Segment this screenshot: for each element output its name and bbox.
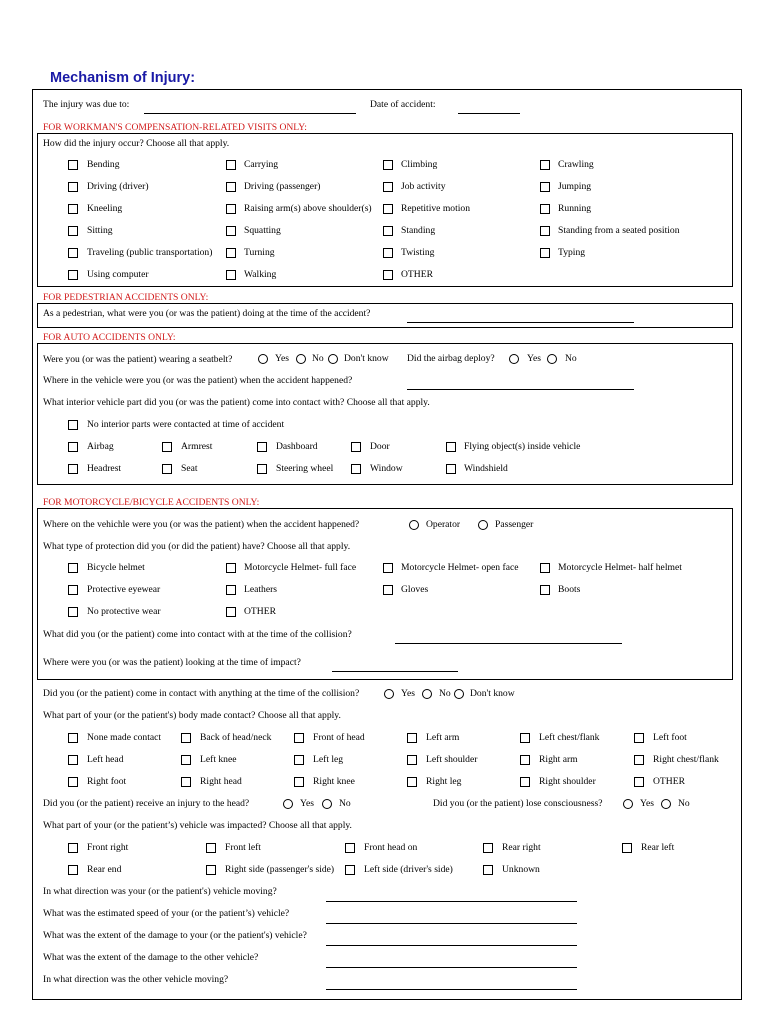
moto-heading: FOR MOTORCYCLE/BICYCLE ACCIDENTS ONLY:: [43, 497, 260, 508]
checkbox-label: Door: [370, 441, 390, 452]
radio-label: No: [312, 353, 324, 364]
other-direction-question: In what direction was the other vehicle moving?: [43, 974, 229, 985]
checkbox-label: Headrest: [87, 463, 122, 474]
checkbox-boots[interactable]: [540, 585, 550, 595]
checkbox-label: Using computer: [87, 269, 149, 280]
speed-question: What was the estimated speed of your (or the patient’s) vehicle?: [43, 908, 290, 919]
checkbox-left-chest[interactable]: [520, 733, 530, 743]
checkbox-label: Seat: [181, 463, 198, 474]
checkbox-label: Windshield: [464, 463, 508, 474]
checkbox-driving-driver[interactable]: [68, 182, 78, 192]
checkbox-traveling[interactable]: [68, 248, 78, 258]
direction-question: In what direction was your (or the patient's) vehicle moving?: [43, 886, 277, 897]
radio-label: Yes: [401, 688, 415, 699]
checkbox-left-shoulder[interactable]: [407, 755, 417, 765]
checkbox-left-side[interactable]: [345, 865, 355, 875]
checkbox-label: Climbing: [401, 159, 438, 170]
checkbox-front-right[interactable]: [68, 843, 78, 853]
checkbox-label: Kneeling: [87, 203, 123, 214]
checkbox-right-foot[interactable]: [68, 777, 78, 787]
checkbox-label: Driving (driver): [87, 181, 149, 192]
checkbox-label: Standing: [401, 225, 436, 236]
checkbox-label: Left chest/flank: [539, 732, 600, 743]
checkbox-protective-eyewear[interactable]: [68, 585, 78, 595]
pedestrian-answer-field[interactable]: [407, 322, 634, 323]
checkbox-label: Twisting: [401, 247, 435, 258]
injury-due-label: The injury was due to:: [43, 99, 130, 110]
checkbox-no-protective-wear[interactable]: [68, 607, 78, 617]
checkbox-kneeling[interactable]: [68, 204, 78, 214]
checkbox-label: Right shoulder: [539, 776, 596, 787]
checkbox-right-knee[interactable]: [294, 777, 304, 787]
checkbox-protection-other[interactable]: [226, 607, 236, 617]
speed-field[interactable]: [326, 923, 577, 924]
protection-question: What type of protection did you (or did the patient) have? Choose all that apply.: [43, 541, 351, 552]
checkbox-sitting[interactable]: [68, 226, 78, 236]
checkbox-label: Raising arm(s) above shoulder(s): [244, 203, 372, 214]
checkbox-label: Dashboard: [276, 441, 318, 452]
looking-question: Where were you (or was the patient) looking at the time of impact?: [43, 657, 301, 668]
checkbox-label: No protective wear: [87, 606, 161, 617]
checkbox-back-of-head[interactable]: [181, 733, 191, 743]
checkbox-label: Squatting: [244, 225, 281, 236]
radio-label: Don't know: [344, 353, 389, 364]
collision-contact-question: What did you (or the patient) come into contact with at the time of the collision?: [43, 629, 352, 640]
pedestrian-question: As a pedestrian, what were you (or was the patient) doing at the time of the accident?: [43, 308, 371, 319]
radio-label: Yes: [640, 798, 654, 809]
checkbox-typing[interactable]: [540, 248, 550, 258]
checkbox-front-head-on[interactable]: [345, 843, 355, 853]
head-injury-question: Did you (or the patient) receive an injury to the head?: [43, 798, 250, 809]
checkbox-label: Front right: [87, 842, 129, 853]
checkbox-label: Back of head/neck: [200, 732, 272, 743]
checkbox-bicycle-helmet[interactable]: [68, 563, 78, 573]
radio-label: Passenger: [495, 519, 534, 530]
seatbelt-yes-radio[interactable]: [258, 354, 268, 364]
checkbox-label: OTHER: [244, 606, 276, 617]
checkbox-right-arm[interactable]: [520, 755, 530, 765]
checkbox-left-arm[interactable]: [407, 733, 417, 743]
radio-label: Operator: [426, 519, 461, 530]
radio-label: Yes: [300, 798, 314, 809]
checkbox-label: Front head on: [364, 842, 418, 853]
checkbox-gloves[interactable]: [383, 585, 393, 595]
interior-question: What interior vehicle part did you (or was the patient) come into contact with? Choose all that apply.: [43, 397, 430, 408]
checkbox-label: OTHER: [401, 269, 433, 280]
checkbox-label: Crawling: [558, 159, 594, 170]
seatbelt-no-radio[interactable]: [296, 354, 306, 364]
checkbox-label: Window: [370, 463, 403, 474]
checkbox-label: Rear right: [502, 842, 541, 853]
checkbox-label: Driving (passenger): [244, 181, 321, 192]
checkbox-standing-from-seated[interactable]: [540, 226, 550, 236]
checkbox-airbag[interactable]: [68, 442, 78, 452]
checkbox-standing[interactable]: [383, 226, 393, 236]
checkbox-helmet-open-face[interactable]: [383, 563, 393, 573]
checkbox-armrest[interactable]: [162, 442, 172, 452]
checkbox-label: Bending: [87, 159, 120, 170]
checkbox-turning[interactable]: [226, 248, 236, 258]
checkbox-label: Left shoulder: [426, 754, 478, 765]
checkbox-helmet-half[interactable]: [540, 563, 550, 573]
checkbox-label: Left knee: [200, 754, 237, 765]
checkbox-label: Right side (passenger's side): [225, 864, 335, 875]
checkbox-climbing[interactable]: [383, 160, 393, 170]
checkbox-dashboard[interactable]: [257, 442, 267, 452]
checkbox-headrest[interactable]: [68, 464, 78, 474]
radio-label: Don't know: [470, 688, 515, 699]
vehicle-impact-question: What part of your (or the patient’s) vehicle was impacted? Choose all that apply.: [43, 820, 352, 831]
contact-no-radio[interactable]: [422, 689, 432, 699]
checkbox-label: Boots: [558, 584, 581, 595]
checkbox-front-of-head[interactable]: [294, 733, 304, 743]
checkbox-using-computer[interactable]: [68, 270, 78, 280]
checkbox-label: Left foot: [653, 732, 687, 743]
checkbox-label: Motorcycle Helmet- open face: [401, 562, 519, 573]
workmans-heading: FOR WORKMAN'S COMPENSATION-RELATED VISITS ONLY:: [43, 122, 307, 133]
pedestrian-heading: FOR PEDESTRIAN ACCIDENTS ONLY:: [43, 292, 209, 303]
damage-field[interactable]: [326, 945, 577, 946]
checkbox-rear-end[interactable]: [68, 865, 78, 875]
radio-label: No: [439, 688, 451, 699]
checkbox-label: Jumping: [558, 181, 592, 192]
body-question: What part of your (or the patient's) body made contact? Choose all that apply.: [43, 710, 341, 721]
checkbox-job-activity[interactable]: [383, 182, 393, 192]
checkbox-right-leg[interactable]: [407, 777, 417, 787]
checkbox-label: Gloves: [401, 584, 429, 595]
checkbox-squatting[interactable]: [226, 226, 236, 236]
checkbox-label: Left side (driver's side): [364, 864, 453, 875]
checkbox-label: Walking: [244, 269, 277, 280]
checkbox-label: Carrying: [244, 159, 279, 170]
checkbox-seat[interactable]: [162, 464, 172, 474]
checkbox-door[interactable]: [351, 442, 361, 452]
date-label: Date of accident:: [370, 99, 436, 110]
checkbox-left-head[interactable]: [68, 755, 78, 765]
checkbox-left-knee[interactable]: [181, 755, 191, 765]
workmans-question: How did the injury occur? Choose all that apply.: [43, 138, 230, 149]
checkbox-walking[interactable]: [226, 270, 236, 280]
checkbox-left-leg[interactable]: [294, 755, 304, 765]
radio-label: No: [565, 353, 577, 364]
airbag-question: Did the airbag deploy?: [407, 353, 495, 364]
radio-label: Yes: [275, 353, 289, 364]
looking-field[interactable]: [332, 671, 458, 672]
checkbox-label: Rear end: [87, 864, 122, 875]
checkbox-label: Front left: [225, 842, 261, 853]
checkbox-label: Right head: [200, 776, 242, 787]
checkbox-other[interactable]: [383, 270, 393, 280]
checkbox-bending[interactable]: [68, 160, 78, 170]
consciousness-question: Did you (or the patient) lose consciousness?: [433, 798, 603, 809]
seatbelt-dont-know-radio[interactable]: [328, 354, 338, 364]
collision-contact-field[interactable]: [395, 643, 622, 644]
checkbox-label: Left leg: [313, 754, 344, 765]
radio-label: Yes: [527, 353, 541, 364]
checkbox-twisting[interactable]: [383, 248, 393, 258]
radio-label: No: [339, 798, 351, 809]
head-injury-no-radio[interactable]: [322, 799, 332, 809]
checkbox-label: Job activity: [401, 181, 446, 192]
checkbox-steering-wheel[interactable]: [257, 464, 267, 474]
checkbox-label: Repetitive motion: [401, 203, 471, 214]
consciousness-no-radio[interactable]: [661, 799, 671, 809]
checkbox-helmet-full-face[interactable]: [226, 563, 236, 573]
checkbox-rear-right[interactable]: [483, 843, 493, 853]
checkbox-label: Unknown: [502, 864, 540, 875]
checkbox-crawling[interactable]: [540, 160, 550, 170]
vehicle-location-question: Where in the vehicle were you (or was the patient) when the accident happened?: [43, 375, 353, 386]
checkbox-label: Traveling (public transportation): [87, 247, 213, 258]
checkbox-label: Right arm: [539, 754, 578, 765]
head-injury-yes-radio[interactable]: [283, 799, 293, 809]
contact-question: Did you (or the patient) come in contact with anything at the time of the collision?: [43, 688, 360, 699]
direction-field[interactable]: [326, 901, 577, 902]
checkbox-label: Right knee: [313, 776, 355, 787]
date-field[interactable]: [458, 113, 520, 114]
auto-heading: FOR AUTO ACCIDENTS ONLY:: [43, 332, 176, 343]
checkbox-running[interactable]: [540, 204, 550, 214]
checkbox-front-left[interactable]: [206, 843, 216, 853]
checkbox-label: No interior parts were contacted at time of accident: [87, 419, 285, 430]
passenger-radio[interactable]: [478, 520, 488, 530]
other-direction-field[interactable]: [326, 989, 577, 990]
checkbox-carrying[interactable]: [226, 160, 236, 170]
checkbox-left-foot[interactable]: [634, 733, 644, 743]
checkbox-label: Right foot: [87, 776, 127, 787]
checkbox-unknown[interactable]: [483, 865, 493, 875]
checkbox-body-other[interactable]: [634, 777, 644, 787]
checkbox-window[interactable]: [351, 464, 361, 474]
checkbox-driving-passenger[interactable]: [226, 182, 236, 192]
checkbox-windshield[interactable]: [446, 464, 456, 474]
checkbox-label: Leathers: [244, 584, 278, 595]
checkbox-jumping[interactable]: [540, 182, 550, 192]
checkbox-right-side[interactable]: [206, 865, 216, 875]
other-damage-field[interactable]: [326, 967, 577, 968]
checkbox-label: Left arm: [426, 732, 460, 743]
checkbox-none-made-contact[interactable]: [68, 733, 78, 743]
checkbox-label: Bicycle helmet: [87, 562, 145, 573]
checkbox-label: Protective eyewear: [87, 584, 161, 595]
checkbox-label: Sitting: [87, 225, 113, 236]
checkbox-label: Flying object(s) inside vehicle: [464, 441, 581, 452]
checkbox-right-chest[interactable]: [634, 755, 644, 765]
page-title: Mechanism of Injury:: [50, 70, 196, 86]
other-damage-question: What was the extent of the damage to the other vehicle?: [43, 952, 259, 963]
checkbox-repetitive-motion[interactable]: [383, 204, 393, 214]
operator-radio[interactable]: [409, 520, 419, 530]
checkbox-label: Airbag: [87, 441, 114, 452]
checkbox-label: Standing from a seated position: [558, 225, 680, 236]
checkbox-flying-objects[interactable]: [446, 442, 456, 452]
checkbox-rear-left[interactable]: [622, 843, 632, 853]
contact-dont-know-radio[interactable]: [454, 689, 464, 699]
checkbox-label: Front of head: [313, 732, 365, 743]
checkbox-label: Armrest: [181, 441, 213, 452]
checkbox-no-interior[interactable]: [68, 420, 78, 430]
vehicle-location-field[interactable]: [407, 389, 634, 390]
contact-yes-radio[interactable]: [384, 689, 394, 699]
checkbox-right-head[interactable]: [181, 777, 191, 787]
checkbox-label: None made contact: [87, 732, 162, 743]
checkbox-label: Turning: [244, 247, 275, 258]
moto-where-question: Where on the vehichle were you (or was the patient) when the accident happened?: [43, 519, 360, 530]
checkbox-label: OTHER: [653, 776, 685, 787]
checkbox-right-shoulder[interactable]: [520, 777, 530, 787]
checkbox-label: Left head: [87, 754, 124, 765]
checkbox-label: Running: [558, 203, 592, 214]
checkbox-label: Rear left: [641, 842, 675, 853]
checkbox-raising-arms[interactable]: [226, 204, 236, 214]
checkbox-label: Typing: [558, 247, 586, 258]
checkbox-label: Right chest/flank: [653, 754, 719, 765]
seatbelt-question: Were you (or was the patient) wearing a seatbelt?: [43, 354, 233, 365]
airbag-no-radio[interactable]: [547, 354, 557, 364]
damage-question: What was the extent of the damage to your (or the patient's) vehicle?: [43, 930, 307, 941]
checkbox-label: Motorcycle Helmet- half helmet: [558, 562, 682, 573]
checkbox-label: Motorcycle Helmet- full face: [244, 562, 357, 573]
checkbox-label: Right leg: [426, 776, 462, 787]
checkbox-label: Steering wheel: [276, 463, 334, 474]
checkbox-leathers[interactable]: [226, 585, 236, 595]
injury-due-field[interactable]: [144, 113, 356, 114]
consciousness-yes-radio[interactable]: [623, 799, 633, 809]
radio-label: No: [678, 798, 690, 809]
airbag-yes-radio[interactable]: [509, 354, 519, 364]
